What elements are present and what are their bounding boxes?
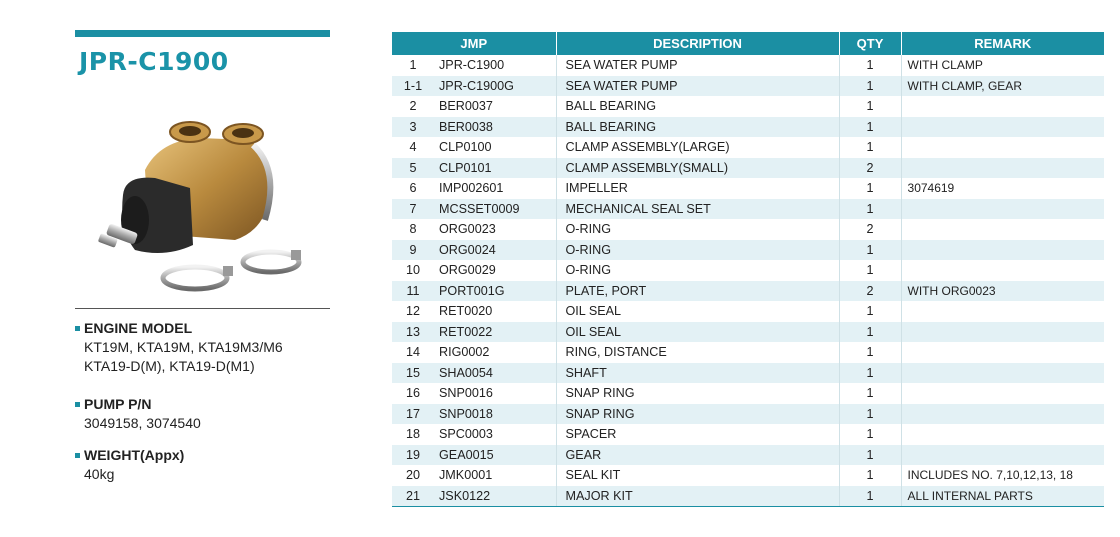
quantity-cell: 1: [839, 486, 901, 507]
spec-divider: [75, 308, 330, 309]
quantity-cell: 1: [839, 342, 901, 363]
quantity-cell: 1: [839, 404, 901, 425]
remark-cell: [901, 199, 1104, 220]
engine-model-value-2: KTA19-D(M), KTA19-D(M1): [84, 358, 255, 374]
table-row: [392, 486, 1104, 507]
quantity-cell: 2: [839, 158, 901, 179]
weight-label: WEIGHT(Appx): [84, 447, 185, 463]
item-no-cell: 9: [392, 240, 434, 261]
part-code-cell: RIG0002: [439, 345, 490, 360]
part-code-cell: JPR-C1900G: [434, 76, 556, 97]
item-no-cell: 17: [392, 404, 434, 425]
part-code-cell: ORG0023: [439, 222, 496, 237]
table-row: [392, 199, 1104, 220]
quantity-cell: 1: [839, 424, 901, 445]
item-no-cell: 1: [409, 58, 417, 73]
description-cell: CLAMP ASSEMBLY(SMALL): [556, 158, 839, 179]
remark-cell: [901, 322, 1104, 343]
remark-cell: WITH CLAMP: [901, 55, 1104, 76]
description-cell: CLAMP ASSEMBLY(LARGE): [556, 137, 839, 158]
item-no-cell: 6: [409, 181, 417, 196]
description-cell: OIL SEAL: [556, 301, 839, 322]
item-no-cell: 1-1: [392, 76, 434, 97]
remark-cell: [901, 240, 1104, 261]
table-row: [392, 301, 1104, 322]
table-row: [392, 96, 1104, 117]
quantity-cell: 1: [839, 96, 901, 117]
table-row: [392, 117, 1104, 138]
remark-cell: [901, 117, 1104, 138]
description-cell: SNAP RING: [556, 404, 839, 425]
description-cell: MAJOR KIT: [556, 486, 839, 507]
part-code-cell: CLP0101: [434, 158, 556, 179]
remark-cell: [901, 96, 1104, 117]
part-code-cell: CLP0100: [439, 140, 492, 155]
table-row: [392, 76, 1104, 97]
item-no-cell: 11: [392, 281, 434, 302]
description-cell: O-RING: [556, 219, 839, 240]
description-cell: SNAP RING: [556, 383, 839, 404]
remark-cell: [901, 404, 1104, 425]
remark-cell: WITH ORG0023: [901, 281, 1104, 302]
remark-cell: [901, 445, 1104, 466]
remark-cell: ALL INTERNAL PARTS: [901, 486, 1104, 507]
remark-cell: [901, 219, 1104, 240]
table-row: [392, 465, 1104, 486]
item-no-cell: 20: [405, 468, 420, 483]
description-cell: OIL SEAL: [556, 322, 839, 343]
quantity-cell: 1: [839, 76, 901, 97]
quantity-cell: 1: [839, 465, 901, 486]
part-code-cell: SNP0016: [439, 386, 493, 401]
remark-cell: WITH CLAMP, GEAR: [901, 76, 1104, 97]
table-row: [392, 383, 1104, 404]
item-no-cell: 8: [409, 222, 417, 237]
engine-model-value-1: KT19M, KTA19M, KTA19M3/M6: [84, 339, 283, 355]
description-cell: BALL BEARING: [556, 96, 839, 117]
weight-value: 40kg: [84, 466, 115, 482]
table-row: [392, 219, 1104, 240]
quantity-cell: 1: [839, 240, 901, 261]
description-cell: GEAR: [556, 445, 839, 466]
remark-cell: [901, 301, 1104, 322]
description-cell: RING, DISTANCE: [556, 342, 839, 363]
item-no-cell: 12: [405, 304, 420, 319]
table-row: [392, 424, 1104, 445]
table-row: [392, 322, 1104, 343]
part-code-cell: ORG0024: [434, 240, 556, 261]
table-row: [392, 281, 1104, 302]
item-no-cell: 19: [392, 445, 434, 466]
part-code-cell: IMP002601: [439, 181, 504, 196]
item-no-cell: 10: [405, 263, 420, 278]
quantity-cell: 1: [839, 117, 901, 138]
quantity-cell: 1: [839, 383, 901, 404]
pump-pn-value: 3049158, 3074540: [84, 415, 201, 431]
item-no-cell: 2: [409, 99, 417, 114]
description-cell: IMPELLER: [556, 178, 839, 199]
remark-cell: INCLUDES NO. 7,10,12,13, 18: [901, 465, 1104, 486]
description-cell: SEA WATER PUMP: [556, 76, 839, 97]
product-panel: [75, 30, 330, 482]
part-code-cell: SHA0054: [434, 363, 556, 384]
table-row: [392, 342, 1104, 363]
quantity-cell: 2: [839, 281, 901, 302]
part-code-cell: SPC0003: [439, 427, 493, 442]
part-code-cell: PORT001G: [434, 281, 556, 302]
table-row: [392, 404, 1104, 425]
part-code-cell: JPR-C1900: [439, 58, 505, 73]
part-code-cell: ORG0029: [439, 263, 496, 278]
remark-cell: [901, 137, 1104, 158]
remark-cell: 3074619: [901, 178, 1104, 199]
part-code-cell: RET0020: [439, 304, 493, 319]
part-code-cell: BER0037: [439, 99, 493, 114]
part-code-cell: JMK0001: [439, 468, 493, 483]
item-no-cell: 15: [392, 363, 434, 384]
table-row: [392, 445, 1104, 466]
bullet-icon: [75, 453, 80, 458]
header-qty: QTY: [839, 32, 901, 55]
item-no-cell: 5: [392, 158, 434, 179]
model-title: JPR-C1900: [79, 47, 229, 76]
quantity-cell: 1: [839, 137, 901, 158]
part-code-cell: SNP0018: [434, 404, 556, 425]
pump-product-image: [75, 100, 330, 310]
header-jmp: JMP: [392, 32, 556, 55]
table-row: [392, 55, 1104, 76]
description-cell: SHAFT: [556, 363, 839, 384]
quantity-cell: 1: [839, 260, 901, 281]
table-row: [392, 178, 1104, 199]
description-cell: O-RING: [556, 240, 839, 261]
part-code-cell: JSK0122: [434, 486, 556, 507]
engine-model-label: ENGINE MODEL: [84, 320, 193, 336]
quantity-cell: 2: [839, 219, 901, 240]
table-row: [392, 158, 1104, 179]
description-cell: BALL BEARING: [556, 117, 839, 138]
remark-cell: [901, 383, 1104, 404]
item-no-cell: 7: [392, 199, 434, 220]
item-no-cell: 21: [392, 486, 434, 507]
part-code-cell: RET0022: [434, 322, 556, 343]
item-no-cell: 3: [392, 117, 434, 138]
description-cell: SEA WATER PUMP: [556, 55, 839, 76]
part-code-cell: GEA0015: [434, 445, 556, 466]
description-cell: MECHANICAL SEAL SET: [556, 199, 839, 220]
weight-spec: [75, 446, 335, 484]
parts-table: [392, 32, 1104, 507]
table-row: [392, 260, 1104, 281]
header-description: DESCRIPTION: [556, 32, 839, 55]
parts-table-body: [392, 55, 1104, 507]
remark-cell: [901, 342, 1104, 363]
remark-cell: [901, 158, 1104, 179]
remark-cell: [901, 363, 1104, 384]
quantity-cell: 1: [839, 55, 901, 76]
description-cell: SPACER: [556, 424, 839, 445]
pump-pn-label: PUMP P/N: [84, 396, 152, 412]
parts-table-header: [392, 32, 1104, 55]
quantity-cell: 1: [839, 363, 901, 384]
engine-model-spec: [75, 319, 335, 376]
description-cell: SEAL KIT: [556, 465, 839, 486]
quantity-cell: 1: [839, 445, 901, 466]
item-no-cell: 18: [405, 427, 420, 442]
quantity-cell: 1: [839, 178, 901, 199]
item-no-cell: 13: [392, 322, 434, 343]
item-no-cell: 14: [405, 345, 420, 360]
remark-cell: [901, 260, 1104, 281]
quantity-cell: 1: [839, 322, 901, 343]
table-row: [392, 363, 1104, 384]
part-code-cell: BER0038: [434, 117, 556, 138]
pump-pn-spec: [75, 395, 335, 433]
header-remark: REMARK: [901, 32, 1104, 55]
bullet-icon: [75, 402, 80, 407]
table-row: [392, 240, 1104, 261]
bullet-icon: [75, 326, 80, 331]
quantity-cell: 1: [839, 301, 901, 322]
title-accent-bar: [75, 30, 330, 37]
item-no-cell: 4: [409, 140, 417, 155]
table-row: [392, 137, 1104, 158]
part-code-cell: MCSSET0009: [434, 199, 556, 220]
description-cell: O-RING: [556, 260, 839, 281]
item-no-cell: 16: [405, 386, 420, 401]
description-cell: PLATE, PORT: [556, 281, 839, 302]
quantity-cell: 1: [839, 199, 901, 220]
remark-cell: [901, 424, 1104, 445]
